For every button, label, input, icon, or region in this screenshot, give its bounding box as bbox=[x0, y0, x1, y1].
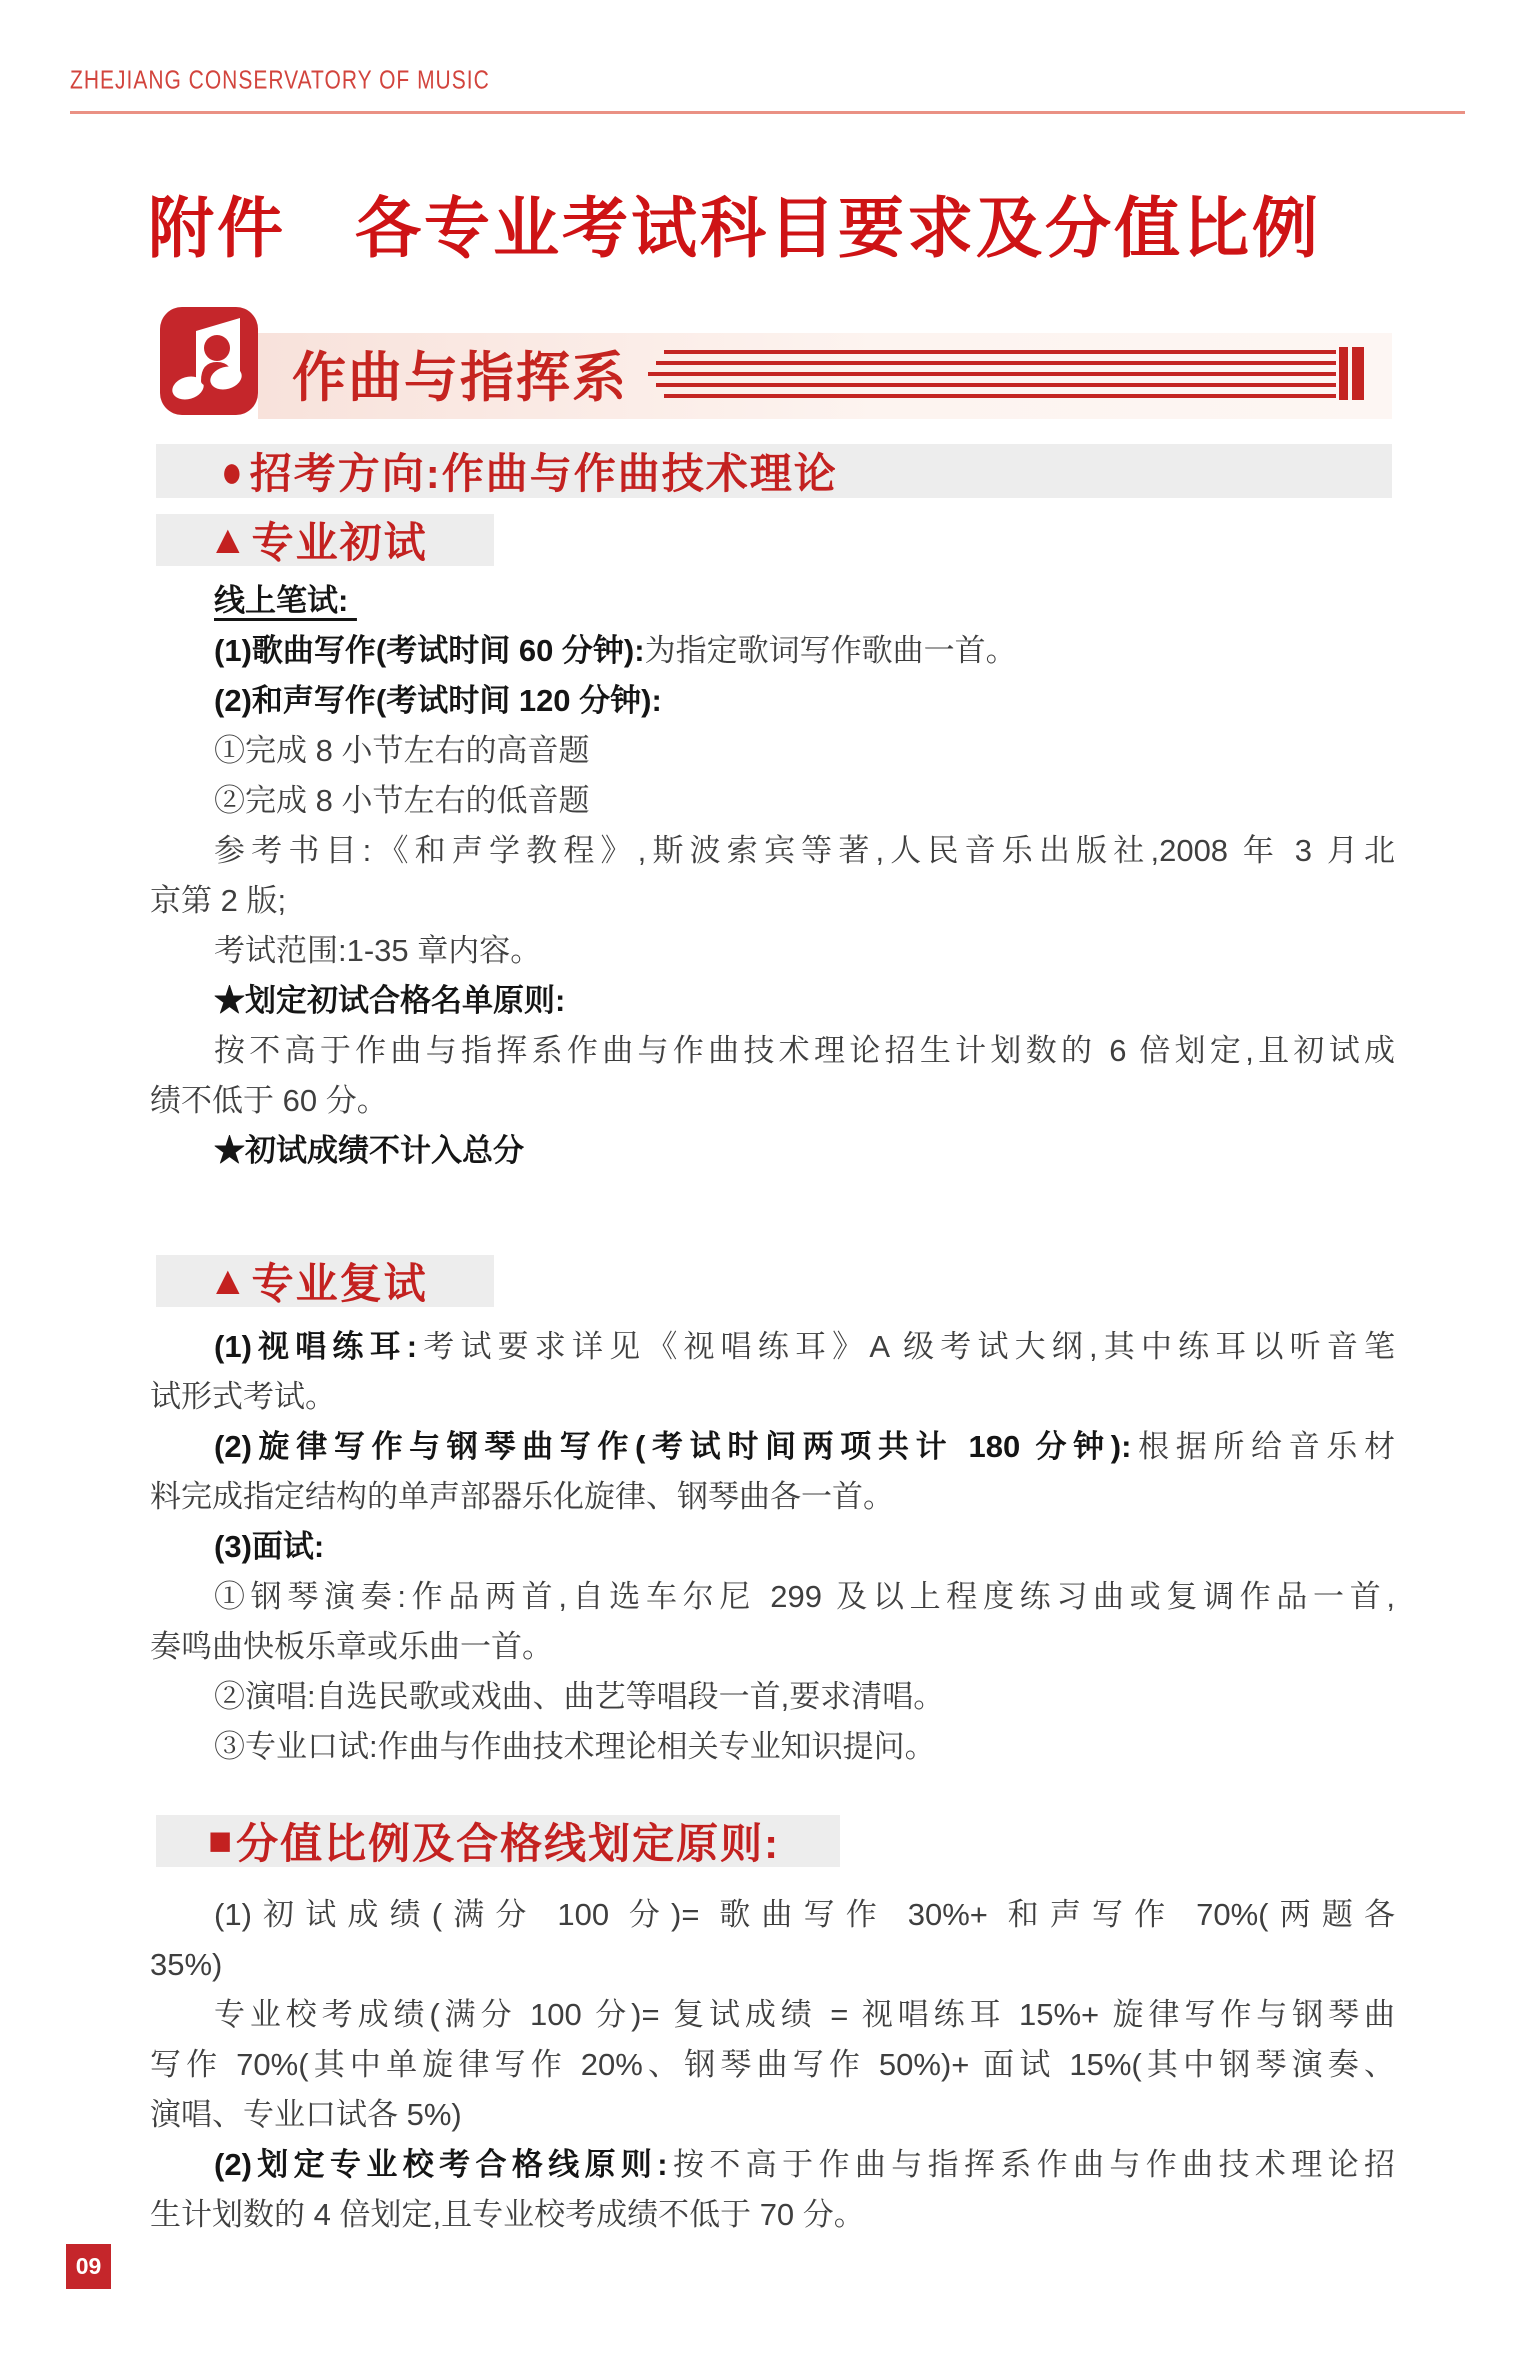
staff-line bbox=[648, 372, 1336, 376]
text-run: 按不高于作曲与指挥系作曲与作曲技术理论招 bbox=[667, 2147, 1396, 2182]
text-run: 35%) bbox=[150, 1947, 223, 1982]
staff-line bbox=[664, 350, 1336, 354]
triangle-icon: ▲ bbox=[208, 1259, 248, 1303]
text-run: 参考书目:《和声学教程》,斯波索宾等著,人民音乐出版社,2008 年 3 月北 bbox=[214, 833, 1395, 868]
second-round-label: 专业复试 bbox=[251, 1260, 428, 1307]
text-line bbox=[150, 2190, 1395, 2240]
text-line bbox=[150, 1422, 1395, 1472]
staff-line bbox=[656, 361, 1336, 365]
text-line bbox=[150, 2140, 1395, 2190]
text-line bbox=[150, 2090, 1395, 2140]
page-title: 附件 各专业考试科目要求及分值比例 bbox=[148, 193, 1321, 266]
text-run: ★初试成绩不计入总分 bbox=[214, 1133, 524, 1168]
text-run: 写作 70%(其中单旋律写作 20%、钢琴曲写作 50%)+ 面试 15%(其中钢琴演奏、 bbox=[150, 2047, 1395, 2082]
text-run: (2)旋律写作与钢琴曲写作(考试时间两项共计 180 分钟): bbox=[214, 1429, 1132, 1464]
admission-direction-label: 招考方向:作曲与作曲技术理论 bbox=[249, 450, 838, 497]
text-line bbox=[150, 1990, 1395, 2040]
text-line bbox=[150, 776, 1395, 826]
text-line bbox=[150, 726, 1395, 776]
text-line bbox=[150, 1672, 1395, 1722]
text-run: (1)歌曲写作(考试时间 60 分钟): bbox=[214, 633, 645, 668]
bullet-dot-icon: ● bbox=[221, 445, 243, 497]
text-line bbox=[150, 2040, 1395, 2090]
scoring-text bbox=[150, 1890, 1395, 2240]
staff-line bbox=[664, 394, 1336, 398]
text-run: 生计划数的 4 倍划定,且专业校考成绩不低于 70 分。 bbox=[150, 2197, 865, 2232]
text-line bbox=[150, 676, 1395, 726]
text-line bbox=[150, 1522, 1395, 1572]
organization-name: ZHEJIANG CONSERVATORY OF MUSIC bbox=[70, 66, 490, 95]
text-run: (1)视唱练耳: bbox=[214, 1329, 418, 1364]
text-run: 奏鸣曲快板乐章或乐曲一首。 bbox=[150, 1629, 553, 1664]
admission-direction-band bbox=[156, 444, 1392, 498]
text-run: ②演唱:自选民歌或戏曲、曲艺等唱段一首,要求清唱。 bbox=[214, 1679, 945, 1714]
music-note-person-icon bbox=[160, 307, 258, 415]
scoring-band bbox=[156, 1815, 840, 1867]
text-line bbox=[150, 876, 1395, 926]
text-run: ①钢琴演奏:作品两首,自选车尔尼 299 及以上程度练习曲或复调作品一首, bbox=[214, 1579, 1395, 1614]
text-run: 考试范围:1-35 章内容。 bbox=[214, 933, 542, 968]
text-run: (2)划定专业校考合格线原则: bbox=[214, 2147, 668, 2182]
text-run: (1)初试成绩(满分 100 分)= 歌曲写作 30%+ 和声写作 70%(两题各 bbox=[214, 1897, 1395, 1932]
text-run: (3)面试: bbox=[214, 1529, 325, 1564]
scoring-label: 分值比例及合格线划定原则: bbox=[236, 1820, 781, 1867]
text-line bbox=[150, 976, 1395, 1026]
text-run: 考试要求详见《视唱练耳》A 级考试大纲,其中练耳以听音笔 bbox=[417, 1329, 1395, 1364]
second-round-text bbox=[150, 1322, 1395, 1772]
staff-end-bar bbox=[1352, 347, 1364, 400]
text-line bbox=[150, 626, 1395, 676]
text-run: 专业校考成绩(满分 100 分)= 复试成绩 = 视唱练耳 15%+ 旋律写作与钢琴曲 bbox=[214, 1997, 1395, 2032]
text-run: 根据所给音乐材 bbox=[1131, 1429, 1395, 1464]
header-rule bbox=[70, 111, 1465, 114]
first-round-label: 专业初试 bbox=[251, 519, 428, 566]
text-line bbox=[150, 1940, 1395, 1990]
staff-end-bar bbox=[1339, 347, 1348, 400]
triangle-icon: ▲ bbox=[208, 518, 248, 562]
text-line bbox=[150, 1722, 1395, 1772]
first-round-band bbox=[156, 514, 494, 566]
text-line bbox=[150, 1026, 1395, 1076]
square-icon: ■ bbox=[208, 1819, 233, 1863]
text-run: 料完成指定结构的单声部器乐化旋律、钢琴曲各一首。 bbox=[150, 1479, 894, 1514]
text-run: ①完成 8 小节左右的高音题 bbox=[214, 733, 590, 768]
text-run: 演唱、专业口试各 5%) bbox=[150, 2097, 462, 2132]
department-name: 作曲与指挥系 bbox=[292, 348, 628, 408]
staff-line bbox=[656, 383, 1336, 387]
text-line bbox=[150, 1622, 1395, 1672]
text-line bbox=[150, 1076, 1395, 1126]
page-number-badge: 09 bbox=[66, 2244, 111, 2289]
text-run: 按不高于作曲与指挥系作曲与作曲技术理论招生计划数的 6 倍划定,且初试成 bbox=[214, 1033, 1395, 1068]
first-round-text bbox=[150, 576, 1395, 1176]
text-run: 京第 2 版; bbox=[150, 883, 287, 918]
text-line bbox=[150, 576, 1395, 626]
text-line bbox=[150, 826, 1395, 876]
text-line bbox=[150, 1322, 1395, 1372]
text-run: 试形式考试。 bbox=[150, 1379, 336, 1414]
text-line bbox=[150, 1890, 1395, 1940]
text-run: ★划定初试合格名单原则: bbox=[214, 983, 566, 1018]
text-run: ③专业口试:作曲与作曲技术理论相关专业知识提问。 bbox=[214, 1729, 936, 1764]
text-run: 为指定歌词写作歌曲一首。 bbox=[644, 633, 1017, 668]
text-line bbox=[150, 1372, 1395, 1422]
text-run: ②完成 8 小节左右的低音题 bbox=[214, 783, 590, 818]
text-line bbox=[150, 926, 1395, 976]
text-line bbox=[150, 1572, 1395, 1622]
text-run: 线上笔试: bbox=[214, 583, 357, 618]
text-line bbox=[150, 1126, 1395, 1176]
text-run: 绩不低于 60 分。 bbox=[150, 1083, 388, 1118]
second-round-band bbox=[156, 1255, 494, 1307]
text-run: (2)和声写作(考试时间 120 分钟): bbox=[214, 683, 662, 718]
text-line bbox=[150, 1472, 1395, 1522]
